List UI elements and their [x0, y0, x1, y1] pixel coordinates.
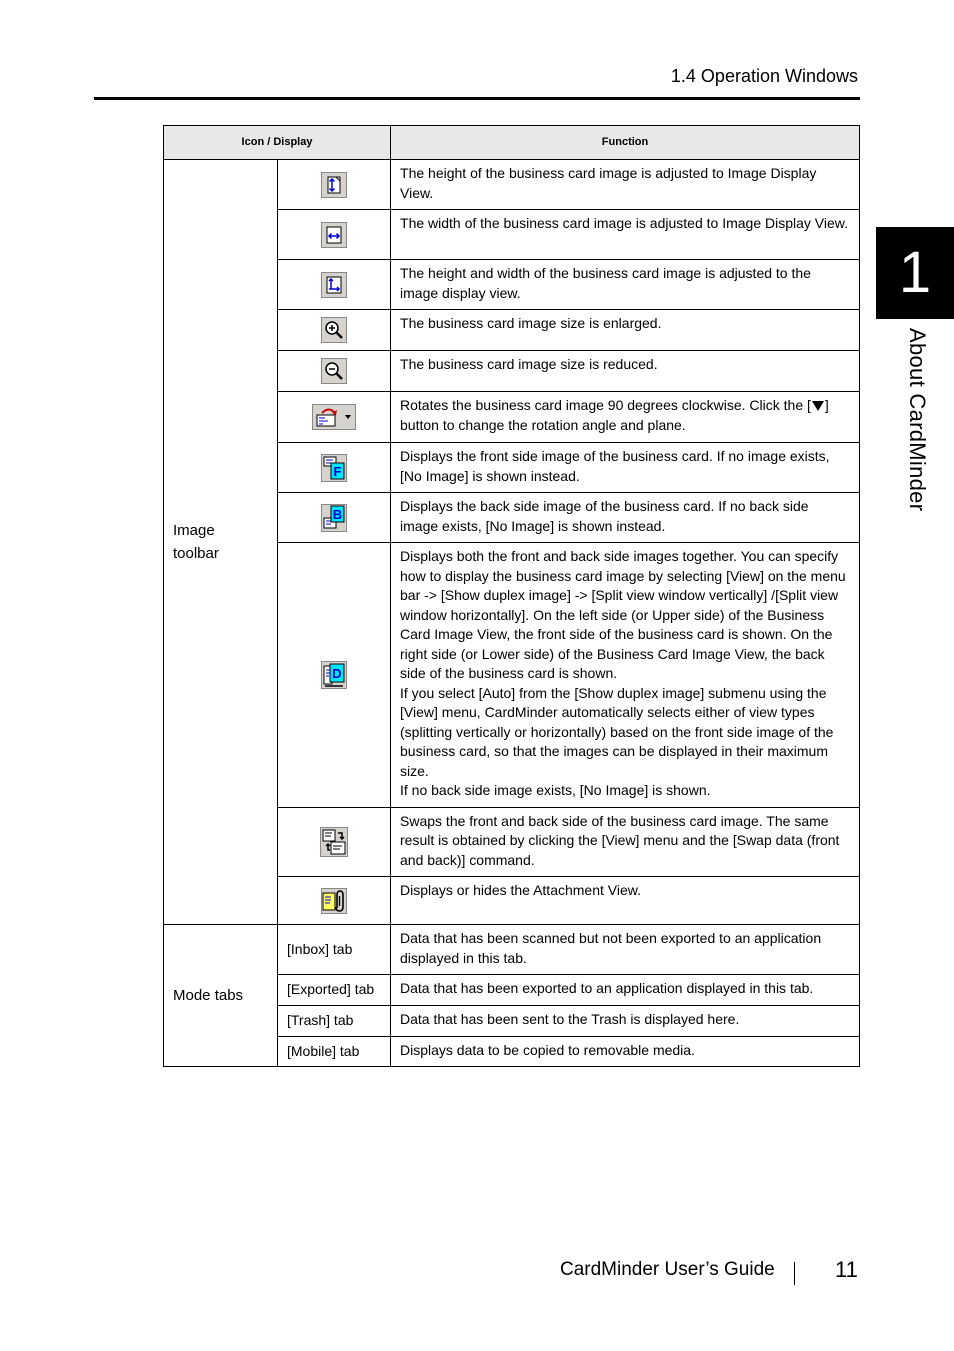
function-text: Displays the front side image of the business card. If no image exists, [No Image] is shown instead.: [391, 443, 860, 493]
svg-text:D: D: [332, 665, 342, 681]
function-text: Displays data to be copied to removable media.: [391, 1036, 860, 1067]
fit-width-icon: [321, 222, 347, 248]
mode-tabs-label: Mode tabs: [164, 925, 278, 1067]
mode-tab-name: [Trash] tab: [278, 1005, 391, 1036]
function-text: Rotates the business card image 90 degrees clockwise. Click the [ ] button to change the rotation angle and plane.: [391, 392, 860, 443]
function-text: Data that has been sent to the Trash is displayed here.: [391, 1005, 860, 1036]
attachment-icon: [321, 888, 347, 914]
duplex-icon: [321, 661, 347, 689]
zoom-in-icon: [321, 317, 347, 343]
mode-tab-name: [Inbox] tab: [278, 925, 391, 975]
function-text: The business card image size is reduced.: [391, 351, 860, 392]
chapter-title: About CardMinder: [905, 328, 930, 512]
fit-height-icon: [321, 172, 347, 198]
rotate-icon: [312, 404, 356, 430]
mode-tab-name: [Mobile] tab: [278, 1036, 391, 1067]
table-row: [164, 925, 860, 975]
chapter-number-tab: 1: [876, 227, 954, 319]
function-table: [163, 125, 860, 1067]
header-rule: [94, 97, 860, 100]
function-text: The height and width of the business card image is adjusted to the image display view.: [391, 260, 860, 310]
dropdown-triangle-icon: [812, 401, 824, 411]
guide-title: CardMinder User’s Guide: [560, 1259, 775, 1280]
fit-height-width-icon: [321, 272, 347, 298]
table-row: [164, 160, 860, 210]
function-text: Data that has been scanned but not been exported to an application displayed in this tab.: [391, 925, 860, 975]
function-text: Displays the back side image of the business card. If no back side image exists, [No Image] is shown instead.: [391, 493, 860, 543]
section-title: 1.4 Operation Windows: [670, 66, 858, 86]
zoom-out-icon: [321, 358, 347, 384]
function-text: Displays both the front and back side images together. You can specify how to display the business card image by selecting [View] on the menu bar -> [Show duplex image] -> [Split view window vertically] /[Split view window horizontally]. On the left side (or Upper side) of the Business Card Image View, the front side of the business card is shown. On the right side (or Lower side) of the Business Card Image View, the back side of the business card is shown. If you select [Auto] from the [Show duplex image] submenu using the [View] menu, CardMinder automatically selects either of view types (splitting vertically or horizontally) based on the front side image of the business card, so that the images can be displayed in their maximum size. If no back side image exists, [No Image] is shown.: [391, 543, 860, 808]
mode-tab-name: [Exported] tab: [278, 975, 391, 1006]
back-side-icon: [321, 504, 347, 532]
svg-text:B: B: [332, 506, 343, 522]
front-side-icon: [321, 454, 347, 482]
footer-divider: [794, 1262, 795, 1285]
function-text: Swaps the front and back side of the business card image. The same result is obtained by clicking the [View] menu and the [Swap data (front and back)] command.: [391, 807, 860, 877]
col-function: Function: [391, 126, 860, 160]
col-icon-display: Icon / Display: [164, 126, 391, 160]
function-text: The height of the business card image is adjusted to Image Display View.: [391, 160, 860, 210]
page-number: 11: [835, 1257, 858, 1282]
svg-text:F: F: [333, 463, 342, 479]
function-text: Data that has been exported to an application displayed in this tab.: [391, 975, 860, 1006]
swap-icon: [320, 827, 348, 857]
image-toolbar-label: Image toolbar: [164, 160, 278, 925]
function-text: The width of the business card image is adjusted to Image Display View.: [391, 210, 860, 260]
function-text: Displays or hides the Attachment View.: [391, 877, 860, 925]
table-header-row: [164, 126, 860, 160]
function-text: The business card image size is enlarged.: [391, 310, 860, 351]
